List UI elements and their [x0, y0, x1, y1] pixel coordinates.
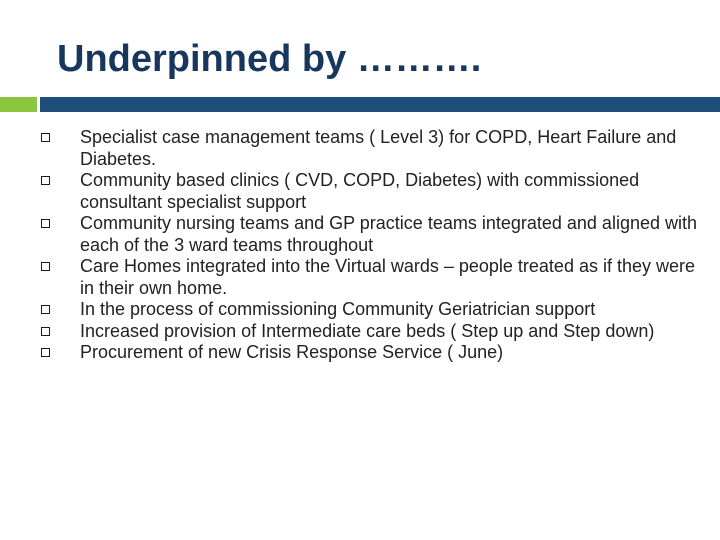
slide-title: Underpinned by ………. [57, 38, 482, 80]
bullet-text: Increased provision of Intermediate care beds ( Step up and Step down) [80, 320, 655, 341]
hollow-square-bullet-icon [41, 133, 50, 142]
bullet-item [40, 299, 700, 321]
bullet-item [40, 321, 700, 343]
bullet-item [40, 213, 700, 256]
bullet-item [40, 256, 700, 299]
bullet-text: Community nursing teams and GP practice teams integrated and aligned with each of the 3 ward teams throughout [80, 213, 697, 255]
accent-bar-blue [40, 97, 720, 112]
bullet-text: Specialist case management teams ( Level 3) for COPD, Heart Failure and Diabetes. [80, 127, 677, 169]
hollow-square-bullet-icon [41, 327, 50, 336]
bullet-item [40, 170, 700, 213]
bullet-item [40, 342, 700, 364]
hollow-square-bullet-icon [41, 262, 50, 271]
bullet-item [40, 127, 700, 170]
hollow-square-bullet-icon [41, 348, 50, 357]
bullet-text: Procurement of new Crisis Response Service ( June) [80, 342, 504, 362]
hollow-square-bullet-icon [41, 305, 50, 314]
hollow-square-bullet-icon [41, 176, 50, 185]
bullet-text: Community based clinics ( CVD, COPD, Diabetes) with commissioned consultant specialist support [80, 170, 640, 212]
accent-bar-green [0, 97, 37, 112]
bullet-text: In the process of commissioning Community Geriatrician support [80, 299, 596, 319]
bullet-text: Care Homes integrated into the Virtual wards – people treated as if they were in their own home. [80, 256, 696, 298]
hollow-square-bullet-icon [41, 219, 50, 228]
bullet-list [40, 127, 700, 364]
